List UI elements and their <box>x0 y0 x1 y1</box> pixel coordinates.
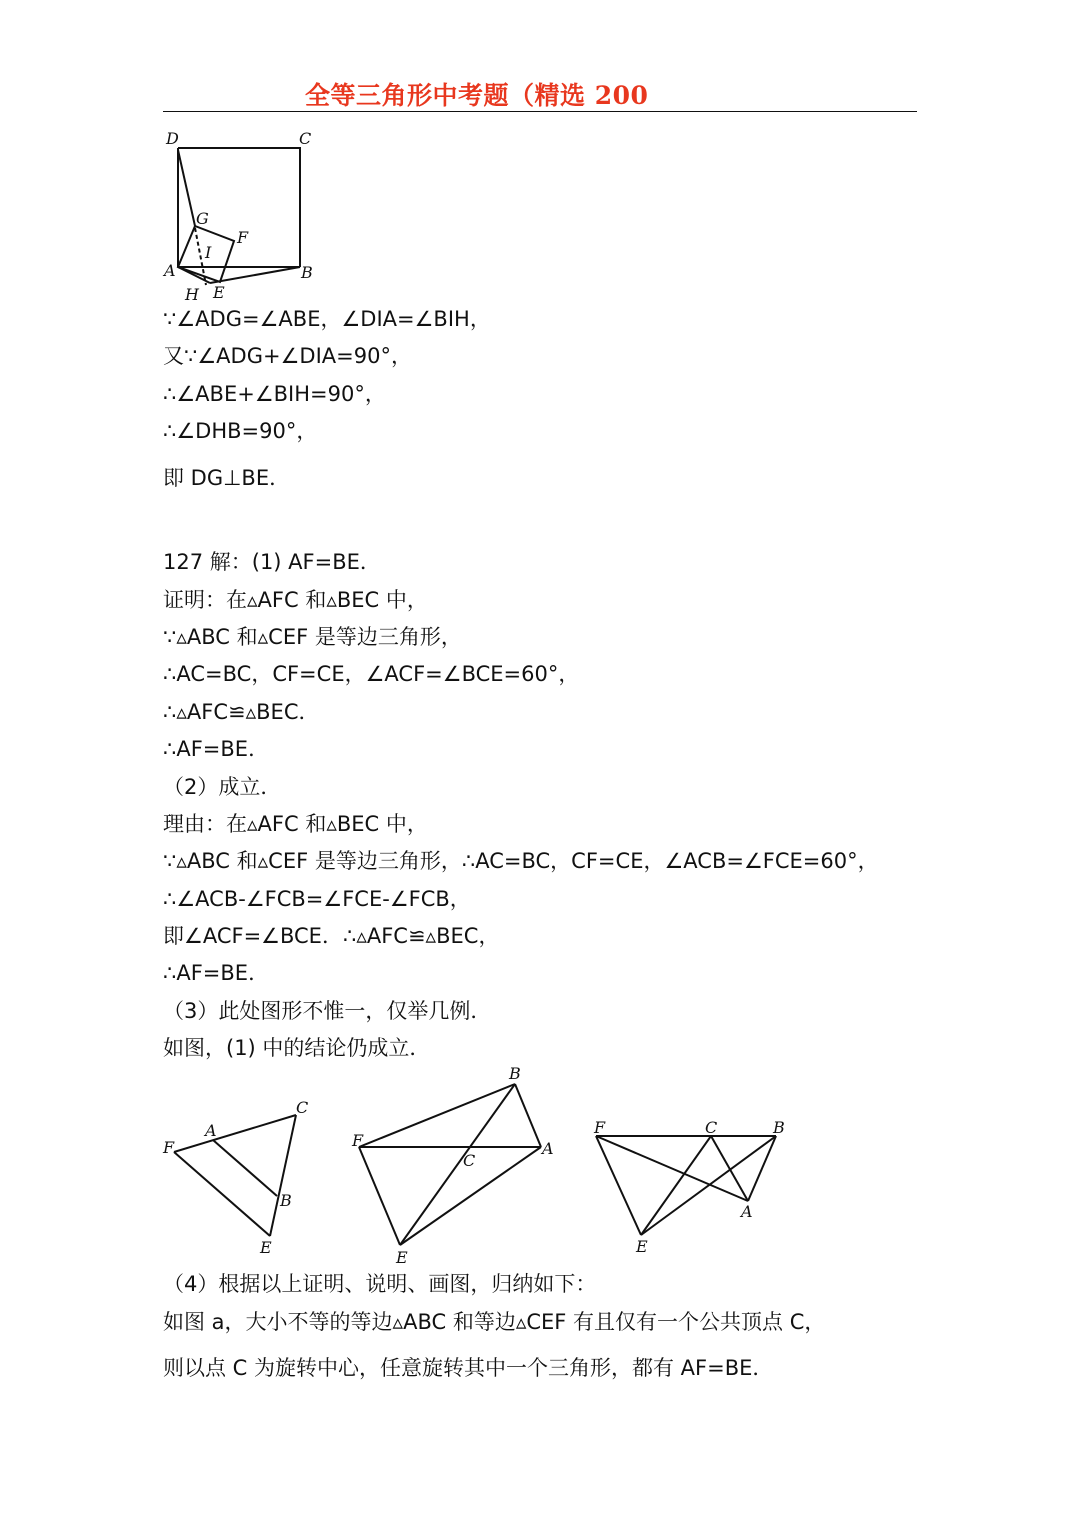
text-line: 则以点 C 为旋转中心，任意旋转其中一个三角形，都有 AF=BE． <box>163 1356 774 1380</box>
text-line: 理由：在▵AFC 和▵BEC 中， <box>163 812 428 836</box>
text-line: ∴∠ABE+∠BIH=90°， <box>163 382 386 406</box>
line-fe <box>359 1147 400 1245</box>
label-e: E <box>636 1237 648 1256</box>
text-line: ∴▵AFC≌▵BEC． <box>163 700 320 724</box>
text-line: ∵▵ABC 和▵CEF 是等边三角形， <box>163 625 462 649</box>
text-line: 如图，(1) 中的结论仍成立． <box>163 1036 431 1060</box>
line-fe <box>596 1136 641 1235</box>
label-e: E <box>396 1248 408 1267</box>
label-f: F <box>237 228 249 247</box>
text-line: 证明：在▵AFC 和▵BEC 中， <box>163 588 428 612</box>
text-line: （2）成立． <box>163 775 282 799</box>
figure-triangles-2 <box>348 1060 558 1265</box>
figure-triangles-1 <box>160 1095 320 1260</box>
text-line: 即∠ACF=∠BCE．∴▵AFC≌▵BEC， <box>163 924 500 948</box>
text-line: 又∵∠ADG+∠DIA=90°， <box>163 344 412 368</box>
text-line: ∴AF=BE． <box>163 737 270 761</box>
text-line: 即 DG⊥BE． <box>163 466 291 490</box>
label-e: E <box>260 1238 272 1257</box>
figure-triangles-3 <box>590 1115 790 1260</box>
label-a: A <box>205 1121 217 1140</box>
label-b: B <box>509 1064 521 1083</box>
label-c: C <box>705 1118 718 1137</box>
line-ba <box>515 1084 541 1147</box>
header-title: 全等三角形中考题（精选 200 <box>305 81 649 110</box>
text-line: ∴AF=BE． <box>163 961 270 985</box>
header-divider <box>163 111 917 112</box>
text-line: ∴∠DHB=90°， <box>163 419 318 443</box>
label-e: E <box>213 283 225 302</box>
label-g: G <box>196 209 209 228</box>
label-b: B <box>280 1191 292 1210</box>
line-ce <box>641 1136 711 1235</box>
text-line: （3）此处图形不惟一，仅举几例． <box>163 999 492 1023</box>
line-dg <box>178 150 195 226</box>
label-h: H <box>185 285 199 304</box>
text-line: ∴AC=BC，CF=CE，∠ACF=∠BCE=60°， <box>163 662 580 686</box>
label-c: C <box>299 129 312 148</box>
line-fe <box>174 1152 270 1236</box>
label-c: C <box>463 1151 476 1170</box>
text-line: ∴∠ACB-∠FCB=∠FCE-∠FCB， <box>163 887 471 911</box>
label-a: A <box>164 261 176 280</box>
label-a: A <box>741 1202 753 1221</box>
line-fc <box>174 1115 296 1152</box>
text-line: 如图 a，大小不等的等边▵ABC 和等边▵CEF 有且仅有一个公共顶点 C， <box>163 1310 826 1334</box>
text-line: 127 解：(1) AF=BE． <box>163 550 381 574</box>
square-outline <box>178 148 300 267</box>
label-b: B <box>301 263 313 282</box>
label-f: F <box>352 1131 364 1150</box>
text-line: ∵∠ADG=∠ABE，∠DIA=∠BIH， <box>163 307 491 331</box>
label-i: I <box>205 243 212 262</box>
figure-square-diagram <box>160 125 320 305</box>
line-ca <box>711 1136 748 1201</box>
label-d: D <box>166 129 179 148</box>
label-a: A <box>542 1139 554 1158</box>
line-ab <box>213 1140 277 1196</box>
label-c: C <box>296 1098 309 1117</box>
text-line: （4）根据以上证明、说明、画图，归纳如下： <box>163 1272 597 1296</box>
text-line: ∵▵ABC 和▵CEF 是等边三角形，∴AC=BC，CF=CE，∠ACB=∠FCE=60°， <box>163 849 879 873</box>
line-ce <box>270 1115 296 1236</box>
label-f: F <box>594 1118 606 1137</box>
label-f: F <box>163 1138 175 1157</box>
label-b: B <box>773 1118 785 1137</box>
